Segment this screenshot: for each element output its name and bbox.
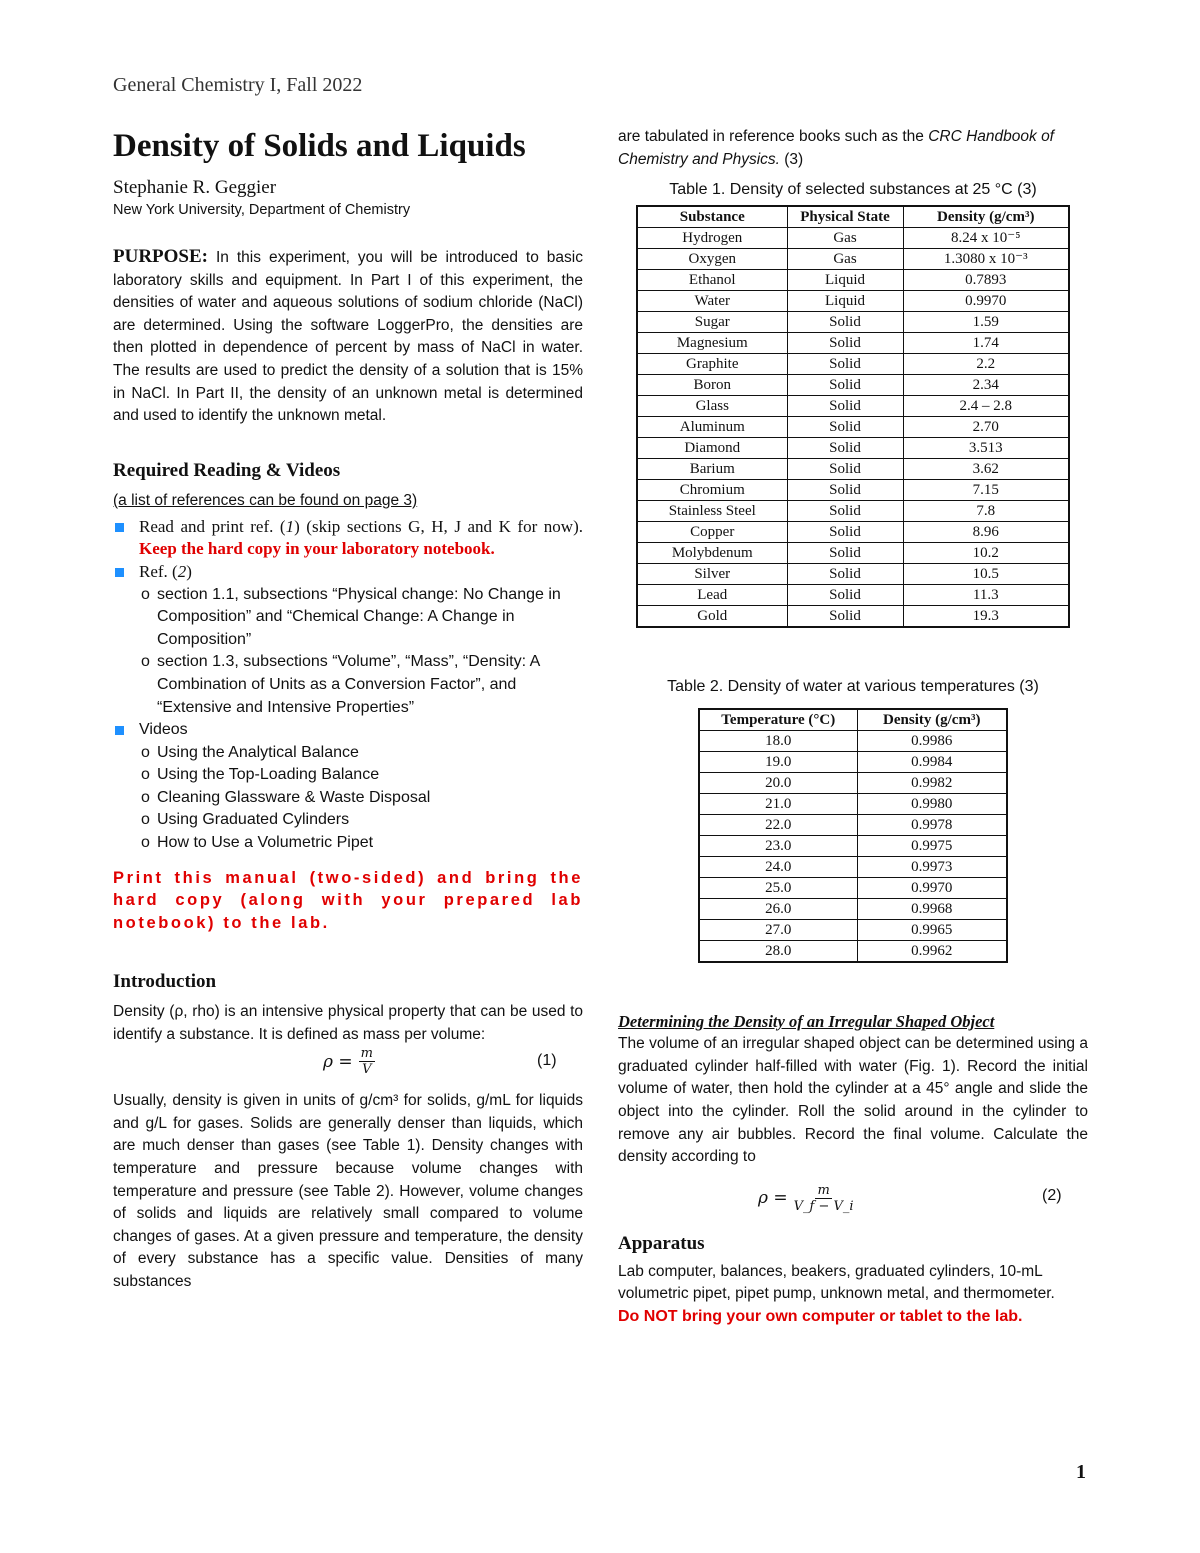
table-cell: 0.7893 <box>903 270 1069 291</box>
table-cell: Solid <box>787 459 903 480</box>
table1-body <box>637 228 1069 628</box>
table-row <box>637 417 1069 438</box>
table-cell: Solid <box>787 480 903 501</box>
table-header: Substance <box>637 206 787 228</box>
running-header: General Chemistry I, Fall 2022 <box>113 74 363 96</box>
table-row <box>637 459 1069 480</box>
table-cell: Solid <box>787 585 903 606</box>
table-row <box>637 501 1069 522</box>
table-cell: Sugar <box>637 312 787 333</box>
table-cell: 0.9975 <box>857 836 1007 857</box>
table-row <box>637 543 1069 564</box>
table-cell: 11.3 <box>903 585 1069 606</box>
table-cell: 0.9970 <box>903 291 1069 312</box>
eq1-numerator: m <box>360 1046 373 1062</box>
table-cell: 8.24 x 10⁻⁵ <box>903 228 1069 249</box>
references-note: (a list of references can be found on page 3) <box>113 491 418 509</box>
table-cell: 10.5 <box>903 564 1069 585</box>
table-cell: Ethanol <box>637 270 787 291</box>
table-cell: Oxygen <box>637 249 787 270</box>
video-link[interactable]: o Using Graduated Cylinders <box>141 809 583 832</box>
intro-paragraph-2: Usually, density is given in units of g/cm³ for solids, g/mL for liquids and g/L for gases. Solids are generally denser than liquids, which are much denser than gases (see Table 1). Density changes with temperature and pressure because volume changes with temperature and pressure (see Table 2). However, volume changes of solids and liquids are relatively small compared to volume changes of gases. At a given pressure and temperature, the density of every substance has a specific value. Densities of many substances <box>113 1092 583 1290</box>
intro-paragraph-1: Density (ρ, rho) is an intensive physical property that can be used to identify a substance. It is defined as mass per volume: <box>113 1003 583 1043</box>
table-row <box>637 354 1069 375</box>
apparatus-heading: Apparatus <box>618 1232 705 1254</box>
table-cell: Gas <box>787 228 903 249</box>
table-row <box>699 941 1007 963</box>
table-cell: Solid <box>787 396 903 417</box>
table-row <box>637 438 1069 459</box>
table2-caption: Table 2. Density of water at various temperatures (3) <box>667 678 1039 696</box>
table-cell: 1.74 <box>903 333 1069 354</box>
table-row <box>637 228 1069 249</box>
table-cell: 0.9968 <box>857 899 1007 920</box>
eq1-lhs: ρ = <box>323 1051 353 1072</box>
table-cell: 26.0 <box>699 899 857 920</box>
table-header-row <box>637 206 1069 228</box>
eq1-denominator: V <box>362 1062 372 1078</box>
table-cell: 10.2 <box>903 543 1069 564</box>
table-cell: 24.0 <box>699 857 857 878</box>
keep-hard-copy-note: Keep the hard copy in your laboratory notebook. <box>139 539 495 559</box>
table-cell: 0.9984 <box>857 752 1007 773</box>
table-row <box>699 899 1007 920</box>
table1 <box>636 205 1070 628</box>
table-cell: Solid <box>787 354 903 375</box>
table-cell: Magnesium <box>637 333 787 354</box>
purpose-label: PURPOSE: <box>113 246 208 267</box>
introduction-heading: Introduction <box>113 971 217 993</box>
table-cell: 21.0 <box>699 794 857 815</box>
affiliation: New York University, Department of Chemistry <box>113 202 411 218</box>
table-cell: 0.9965 <box>857 920 1007 941</box>
table-cell: 0.9978 <box>857 815 1007 836</box>
table-cell: 27.0 <box>699 920 857 941</box>
table-cell: Solid <box>787 417 903 438</box>
table-row <box>699 878 1007 899</box>
table-cell: Liquid <box>787 291 903 312</box>
table-cell: 0.9962 <box>857 941 1007 963</box>
table-row <box>699 773 1007 794</box>
table-cell: 7.15 <box>903 480 1069 501</box>
table-row <box>699 794 1007 815</box>
reading-heading: Required Reading & Videos <box>113 459 341 481</box>
purpose-paragraph <box>113 246 583 428</box>
table-cell: Stainless Steel <box>637 501 787 522</box>
table-cell: 7.8 <box>903 501 1069 522</box>
table-cell: Graphite <box>637 354 787 375</box>
video-link[interactable]: o Using the Top-Loading Balance <box>141 764 583 787</box>
table-row <box>637 606 1069 628</box>
table-cell: Solid <box>787 438 903 459</box>
equation-1 <box>113 1046 583 1086</box>
table-header: Density (g/cm³) <box>857 709 1007 731</box>
item1-text: Read and print ref. ( <box>139 516 286 536</box>
table-row <box>699 815 1007 836</box>
table-cell: 23.0 <box>699 836 857 857</box>
table-row <box>637 270 1069 291</box>
table2-body <box>699 731 1007 963</box>
left-column <box>113 126 583 1294</box>
ref2-sublist <box>141 584 583 720</box>
equation-2-expression <box>758 1183 854 1214</box>
page-title: Density of Solids and Liquids <box>113 128 526 164</box>
eq2-denominator: V_f − V_i <box>793 1198 854 1214</box>
table-cell: Solid <box>787 606 903 628</box>
item2-text-end: ) <box>186 561 192 581</box>
table-row <box>637 333 1069 354</box>
table-cell: 1.3080 x 10⁻³ <box>903 249 1069 270</box>
table-cell: Solid <box>787 522 903 543</box>
table-cell: Boron <box>637 375 787 396</box>
table-cell: 2.2 <box>903 354 1069 375</box>
list-item <box>113 561 583 719</box>
list-item: o section 1.3, subsections “Volume”, “Mass”, “Density: A Combination of Units as a Conversion Factor”, and “Extensive and Intensive Properties” <box>141 651 583 719</box>
table-row <box>637 522 1069 543</box>
list-item <box>113 516 583 561</box>
table-header: Temperature (°C) <box>699 709 857 731</box>
table-row <box>637 585 1069 606</box>
table-cell: Aluminum <box>637 417 787 438</box>
table-row <box>699 857 1007 878</box>
table-row <box>699 836 1007 857</box>
purpose-text: In this experiment, you will be introduced to basic laboratory skills and equipment. In Part I of this experiment, the densities of water and aqueous solutions of sodium chloride (NaCl) are determined. Using the software LoggerPro, the densities are then plotted in dependence of percent by mass of NaCl in water. The results are used to predict the density of a solution that is 15% in NaCl. In Part II, the density of an unknown metal is determined and used to identify the unknown metal. <box>113 249 583 425</box>
intro-paragraph-2-continued <box>618 126 1088 171</box>
table-row <box>699 752 1007 773</box>
continued-ref: (3) <box>779 150 804 168</box>
table-cell: Glass <box>637 396 787 417</box>
table-row <box>637 249 1069 270</box>
table-cell: 19.0 <box>699 752 857 773</box>
table-cell: 3.513 <box>903 438 1069 459</box>
irregular-object-text: The volume of an irregular shaped object can be determined using a graduated cylinder half-filled with water (Fig. 1). Record the initial volume of water, then hold the cylinder at a 45° angle and slide the object into the cylinder. Roll the solid around in the cylinder to remove any air bubbles. Record the final volume. Calculate the density according to <box>618 1035 1088 1166</box>
table-cell: 1.59 <box>903 312 1069 333</box>
no-computer-warning: Do NOT bring your own computer or tablet to the lab. <box>618 1307 1023 1325</box>
table-cell: Lead <box>637 585 787 606</box>
apparatus-text: Lab computer, balances, beakers, graduated cylinders, 10-mL volumetric pipet, pipet pump, unknown metal, and thermometer. <box>618 1262 1055 1303</box>
videos-list <box>141 742 583 855</box>
irregular-object-heading: Determining the Density of an Irregular Shaped Object <box>618 1012 995 1032</box>
table-cell: 22.0 <box>699 815 857 836</box>
video-link[interactable]: o Cleaning Glassware & Waste Disposal <box>141 787 583 810</box>
table-cell: 8.96 <box>903 522 1069 543</box>
table-cell: Solid <box>787 543 903 564</box>
item2-text: Ref. ( <box>139 561 178 581</box>
ref-number: 1 <box>285 516 295 536</box>
table-cell: 18.0 <box>699 731 857 752</box>
table-row <box>699 920 1007 941</box>
table-cell: 2.70 <box>903 417 1069 438</box>
table-cell: Silver <box>637 564 787 585</box>
table-row <box>637 312 1069 333</box>
table-row <box>637 396 1069 417</box>
table-cell: Solid <box>787 375 903 396</box>
table-header: Physical State <box>787 206 903 228</box>
table-row <box>699 731 1007 752</box>
table-cell: Solid <box>787 564 903 585</box>
table-cell: Hydrogen <box>637 228 787 249</box>
table-cell: Gold <box>637 606 787 628</box>
table-row <box>637 564 1069 585</box>
table-cell: 0.9973 <box>857 857 1007 878</box>
table-cell: 0.9970 <box>857 878 1007 899</box>
ref-number: 2 <box>177 561 187 581</box>
equation-1-expression <box>323 1046 375 1077</box>
list-item: o section 1.1, subsections “Physical change: No Change in Composition” and “Chemical Change: A Change in Composition” <box>141 584 583 652</box>
table1-caption: Table 1. Density of selected substances at 25 °C (3) <box>669 181 1037 199</box>
video-link[interactable]: o Using the Analytical Balance <box>141 742 583 765</box>
right-column <box>618 126 1088 1328</box>
table2 <box>698 708 1008 963</box>
table-cell: 20.0 <box>699 773 857 794</box>
table-cell: Liquid <box>787 270 903 291</box>
table-cell: Solid <box>787 312 903 333</box>
table-cell: 28.0 <box>699 941 857 963</box>
table-header: Density (g/cm³) <box>903 206 1069 228</box>
author: Stephanie R. Geggier <box>113 177 277 198</box>
eq2-lhs: ρ = <box>758 1188 788 1209</box>
print-notice: Print this manual (two-sided) and bring the hard copy (along with your prepared lab notebook) to the lab. <box>113 868 583 933</box>
item1-text-end: ) (skip sections G, H, J and K for now). <box>294 516 583 536</box>
table-cell: 2.34 <box>903 375 1069 396</box>
table-cell: 0.9980 <box>857 794 1007 815</box>
reading-list <box>113 516 583 742</box>
table-cell: 0.9982 <box>857 773 1007 794</box>
table-cell: 19.3 <box>903 606 1069 628</box>
videos-label: Videos <box>139 721 188 739</box>
table-cell: Solid <box>787 501 903 522</box>
continued-text: are tabulated in reference books such as the <box>618 128 929 145</box>
eq2-numerator: m <box>817 1182 830 1198</box>
equation-2-label: (2) <box>1042 1186 1062 1204</box>
page-number: 1 <box>1076 1461 1086 1483</box>
table-cell: 2.4 – 2.8 <box>903 396 1069 417</box>
equation-2 <box>618 1177 1088 1225</box>
table-cell: Diamond <box>637 438 787 459</box>
table-row <box>637 480 1069 501</box>
table-header-row <box>699 709 1007 731</box>
list-item <box>113 719 583 742</box>
table-row <box>637 375 1069 396</box>
video-link[interactable]: o How to Use a Volumetric Pipet <box>141 832 583 855</box>
table-cell: Barium <box>637 459 787 480</box>
table-cell: 0.9986 <box>857 731 1007 752</box>
table-cell: Water <box>637 291 787 312</box>
table-cell: Chromium <box>637 480 787 501</box>
table-cell: Molybdenum <box>637 543 787 564</box>
table-cell: 25.0 <box>699 878 857 899</box>
table-row <box>637 291 1069 312</box>
table-cell: Solid <box>787 333 903 354</box>
table-cell: Gas <box>787 249 903 270</box>
table-cell: 3.62 <box>903 459 1069 480</box>
table-cell: Copper <box>637 522 787 543</box>
crc-handbook: CRC Handbook of Chemistry and Physics. <box>618 128 1054 168</box>
equation-1-label: (1) <box>537 1052 557 1070</box>
